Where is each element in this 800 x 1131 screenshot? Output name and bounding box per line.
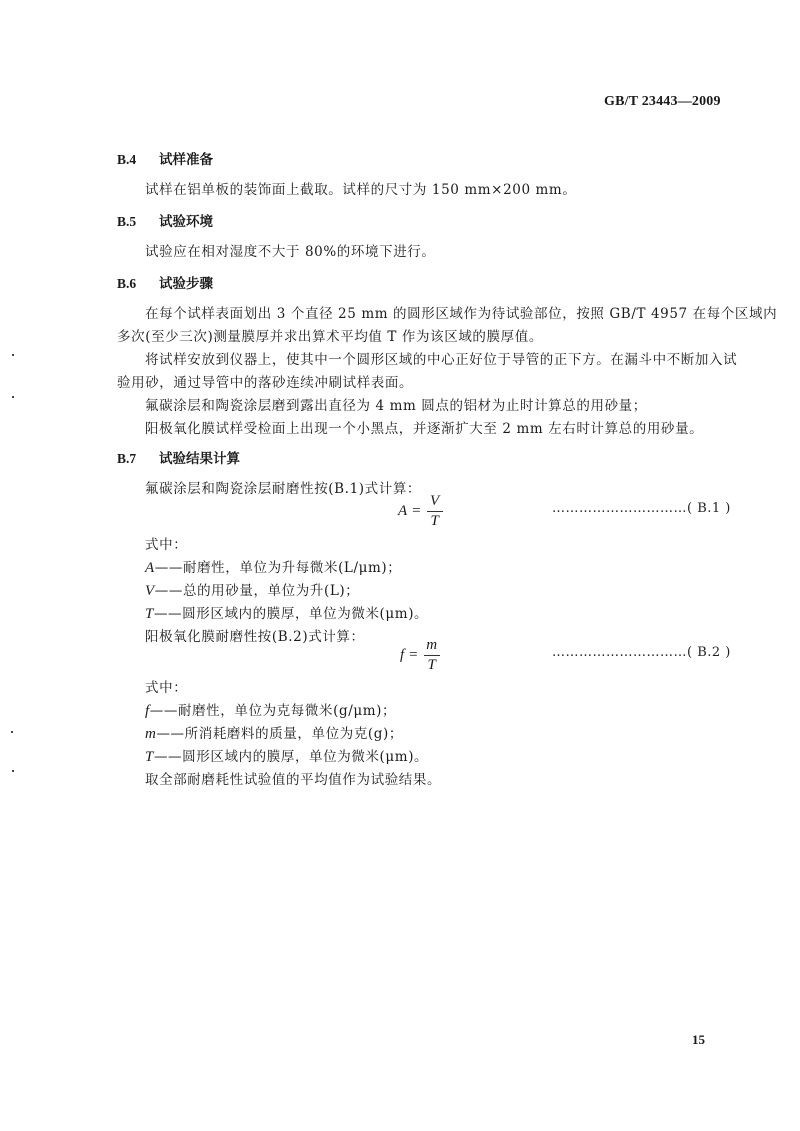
formula-intro: 氟碳涂层和陶瓷涂层耐磨性按(B.1)式计算： [145,481,422,497]
definition-text: ——圆形区域内的膜厚，单位为微米(μm)。 [153,606,429,622]
equation-number-b2 [552,645,731,660]
section-number: B.4 [117,152,137,167]
formula-lhs: f [400,647,405,663]
section-title: 试验环境 [159,214,213,230]
scan-artifact [12,770,14,772]
scan-artifact [11,731,13,733]
paragraph-line: 多次(至少三次)测量膜厚并求出算术平均值 T 作为该区域的膜厚值。 [117,329,543,345]
conclusion: 取全部耐磨耗性试验值的平均值作为试验结果。 [145,772,442,788]
equation-label: ( B.1 ) [687,501,731,516]
definition-text: ——总的用砂量，单位为升(L)； [154,583,360,599]
where-label: 式中： [145,537,188,553]
symbol: f [145,703,150,719]
symbol: T [145,606,154,622]
formula-b1 [398,494,443,529]
symbol: A [145,560,155,576]
formula-equals: = [412,503,421,519]
fraction-bar [427,511,443,512]
equation-label: ( B.2 ) [687,645,731,660]
symbol: m [145,726,157,742]
definition-item [145,602,428,623]
numerator: V [430,493,440,509]
definition-item [145,699,396,720]
where-label: 式中： [145,680,188,696]
fraction [424,638,440,673]
page-number: 15 [692,1032,705,1047]
section-title: 试样准备 [159,152,213,168]
paragraph: 试样在铝单板的装饰面上截取。试样的尺寸为 150 mm×200 mm。 [145,182,577,198]
denominator: T [430,513,439,529]
definition-item [145,579,359,600]
scan-artifact [12,396,14,398]
symbol: T [145,749,154,765]
section-number: B.6 [117,276,137,291]
definition-item [145,722,403,743]
paragraph-line: 验用砂，通过导管中的落砂连续冲刷试样表面。 [117,375,414,391]
fraction-bar [424,655,440,656]
scan-artifact [12,354,14,356]
definition-item [145,745,428,766]
definition-text: ——耐磨性，单位为克每微米(g/μm)； [149,703,397,719]
dot-leader: ………………………… [552,501,687,516]
paragraph-line: 在每个试样表面划出 3 个直径 25 mm 的圆形区域作为待试验部位，按照 GB/T 4957 在每个区域内 [145,306,778,322]
equation-number-b1 [552,501,731,516]
formula-intro: 阳极氧化膜耐磨性按(B.2)式计算： [145,629,365,645]
formula-equals: = [409,647,418,663]
paragraph-line: 阳极氧化膜试样受检面上出现一个小黑点，并逐渐扩大至 2 mm 左右时计算总的用砂量。 [145,421,704,437]
section-heading-b7 [117,447,240,467]
definition-text: ——所消耗磨料的质量，单位为克(g)； [156,726,404,742]
dot-leader: ………………………… [552,645,687,660]
definition-text: ——圆形区域内的膜厚，单位为微米(μm)。 [153,749,429,765]
numerator: m [426,637,438,653]
section-heading-b4 [117,148,213,168]
paragraph: 试验应在相对湿度不大于 80%的环境下进行。 [145,244,436,260]
definition-item [145,556,401,577]
section-number: B.7 [117,451,137,466]
section-title: 试验步骤 [159,276,213,292]
section-number: B.5 [117,214,137,229]
formula-lhs: A [398,503,408,519]
section-title: 试验结果计算 [159,451,240,467]
definition-text: ——耐磨性，单位为升每微米(L/μm)； [154,560,402,576]
denominator: T [427,657,436,673]
formula-b2 [400,638,440,673]
standard-code-header: GB/T 23443—2009 [604,94,721,109]
fraction [427,494,443,529]
paragraph-line: 氟碳涂层和陶瓷涂层磨到露出直径为 4 mm 圆点的铝材为止时计算总的用砂量； [145,398,647,414]
section-heading-b5 [117,210,213,230]
section-heading-b6 [117,272,213,292]
paragraph-line: 将试样安放到仪器上，使其中一个圆形区域的中心正好位于导管的正下方。在漏斗中不断加入试 [145,352,738,368]
symbol: V [145,583,155,599]
